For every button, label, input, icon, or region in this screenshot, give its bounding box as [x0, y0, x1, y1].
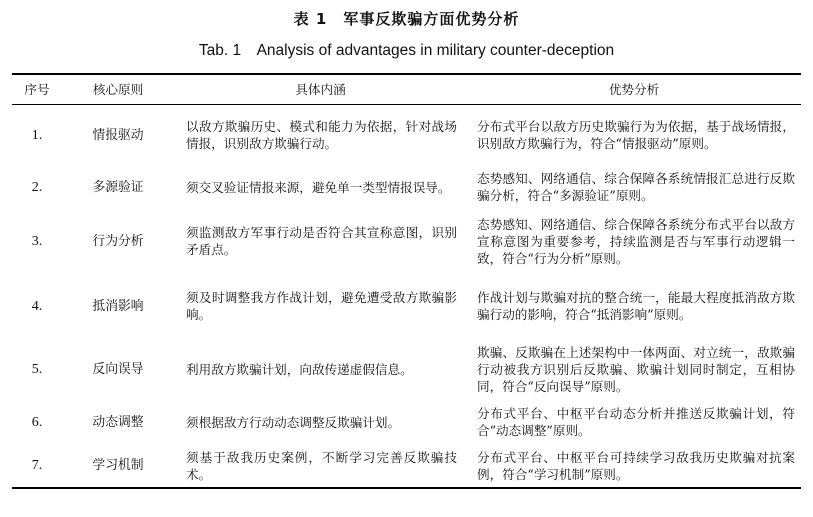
row-index: 2.	[31, 179, 43, 195]
row-analysis: 分布式平台、中枢平台动态分析并推送反欺骗计划，符合“动态调整”原则。	[477, 406, 795, 438]
header-principle: 核心原则	[62, 74, 174, 104]
row-content: 须交叉验证情报来源，避免单一类型情报误导。	[186, 179, 451, 195]
row-index: 6.	[31, 414, 43, 430]
row-analysis: 欺骗、反欺骗在上述架构中一体两面、对立统一，敌欺骗行动被我方识别后反欺骗、欺骗计划同时制定，互相协同，符合“反向误导”原则。	[477, 344, 795, 394]
row-content: 利用敌方欺骗计划，向敌传递虚假信息。	[186, 361, 413, 377]
table-header-row	[12, 74, 801, 104]
row-content: 须根据敌方行动动态调整反欺骗计划。	[186, 414, 401, 430]
row-index: 7.	[12, 444, 62, 488]
advantages-table	[12, 73, 801, 489]
row-analysis: 分布式平台、中枢平台可持续学习敌我历史欺骗对抗案例，符合“学习机制”原则。	[467, 444, 801, 488]
table-row	[12, 208, 801, 274]
row-analysis: 态势感知、网络通信、综合保障各系统情报汇总进行反欺骗分析，符合“多源验证”原则。	[477, 171, 795, 203]
row-principle: 反向误导	[92, 361, 144, 377]
table-row	[12, 444, 801, 488]
row-principle: 行为分析	[92, 233, 144, 249]
row-index: 4.	[31, 298, 43, 314]
table-row	[12, 166, 801, 208]
header-analysis: 优势分析	[467, 74, 801, 104]
row-principle: 抵消影响	[92, 298, 144, 314]
row-principle: 学习机制	[62, 444, 174, 488]
table-title-english: Tab. 1 Analysis of advantages in military counter-deception	[198, 42, 615, 59]
row-index: 3.	[31, 233, 43, 249]
table-row	[12, 104, 801, 166]
row-content: 须及时调整我方作战计划，避免遭受敌方欺骗影响。	[186, 290, 457, 322]
row-analysis: 态势感知、网络通信、综合保障各系统分布式平台以敌方宣称意图为重要参考，持续监测是否与军事行动逻辑一致，符合“行为分析”原则。	[477, 216, 795, 266]
row-index: 1.	[31, 127, 43, 143]
row-index: 5.	[31, 361, 43, 377]
row-principle: 情报驱动	[92, 127, 144, 143]
header-content: 具体内涵	[174, 74, 467, 104]
row-principle: 多源验证	[92, 179, 144, 195]
row-content: 须基于敌我历史案例，不断学习完善反欺骗技术。	[174, 444, 467, 488]
table-row	[12, 338, 801, 400]
row-analysis: 作战计划与欺骗对抗的整合统一，能最大程度抵消敌方欺骗行动的影响，符合“抵消影响”原则。	[477, 290, 795, 322]
table-row	[12, 274, 801, 338]
table-title-chinese: 表 1 军事反欺骗方面优势分析	[293, 10, 520, 28]
row-content: 须监测敌方军事行动是否符合其宣称意图，识别矛盾点。	[186, 225, 457, 257]
row-principle: 动态调整	[92, 414, 144, 430]
table-row	[12, 400, 801, 444]
header-index: 序号	[12, 74, 62, 104]
row-content: 以敌方欺骗历史、模式和能力为依据，针对战场情报，识别敌方欺骗行动。	[186, 119, 457, 152]
row-analysis: 分布式平台以敌方历史欺骗行为为依据，基于战场情报，识别敌方欺骗行为，符合“情报驱动”原则。	[477, 119, 795, 152]
